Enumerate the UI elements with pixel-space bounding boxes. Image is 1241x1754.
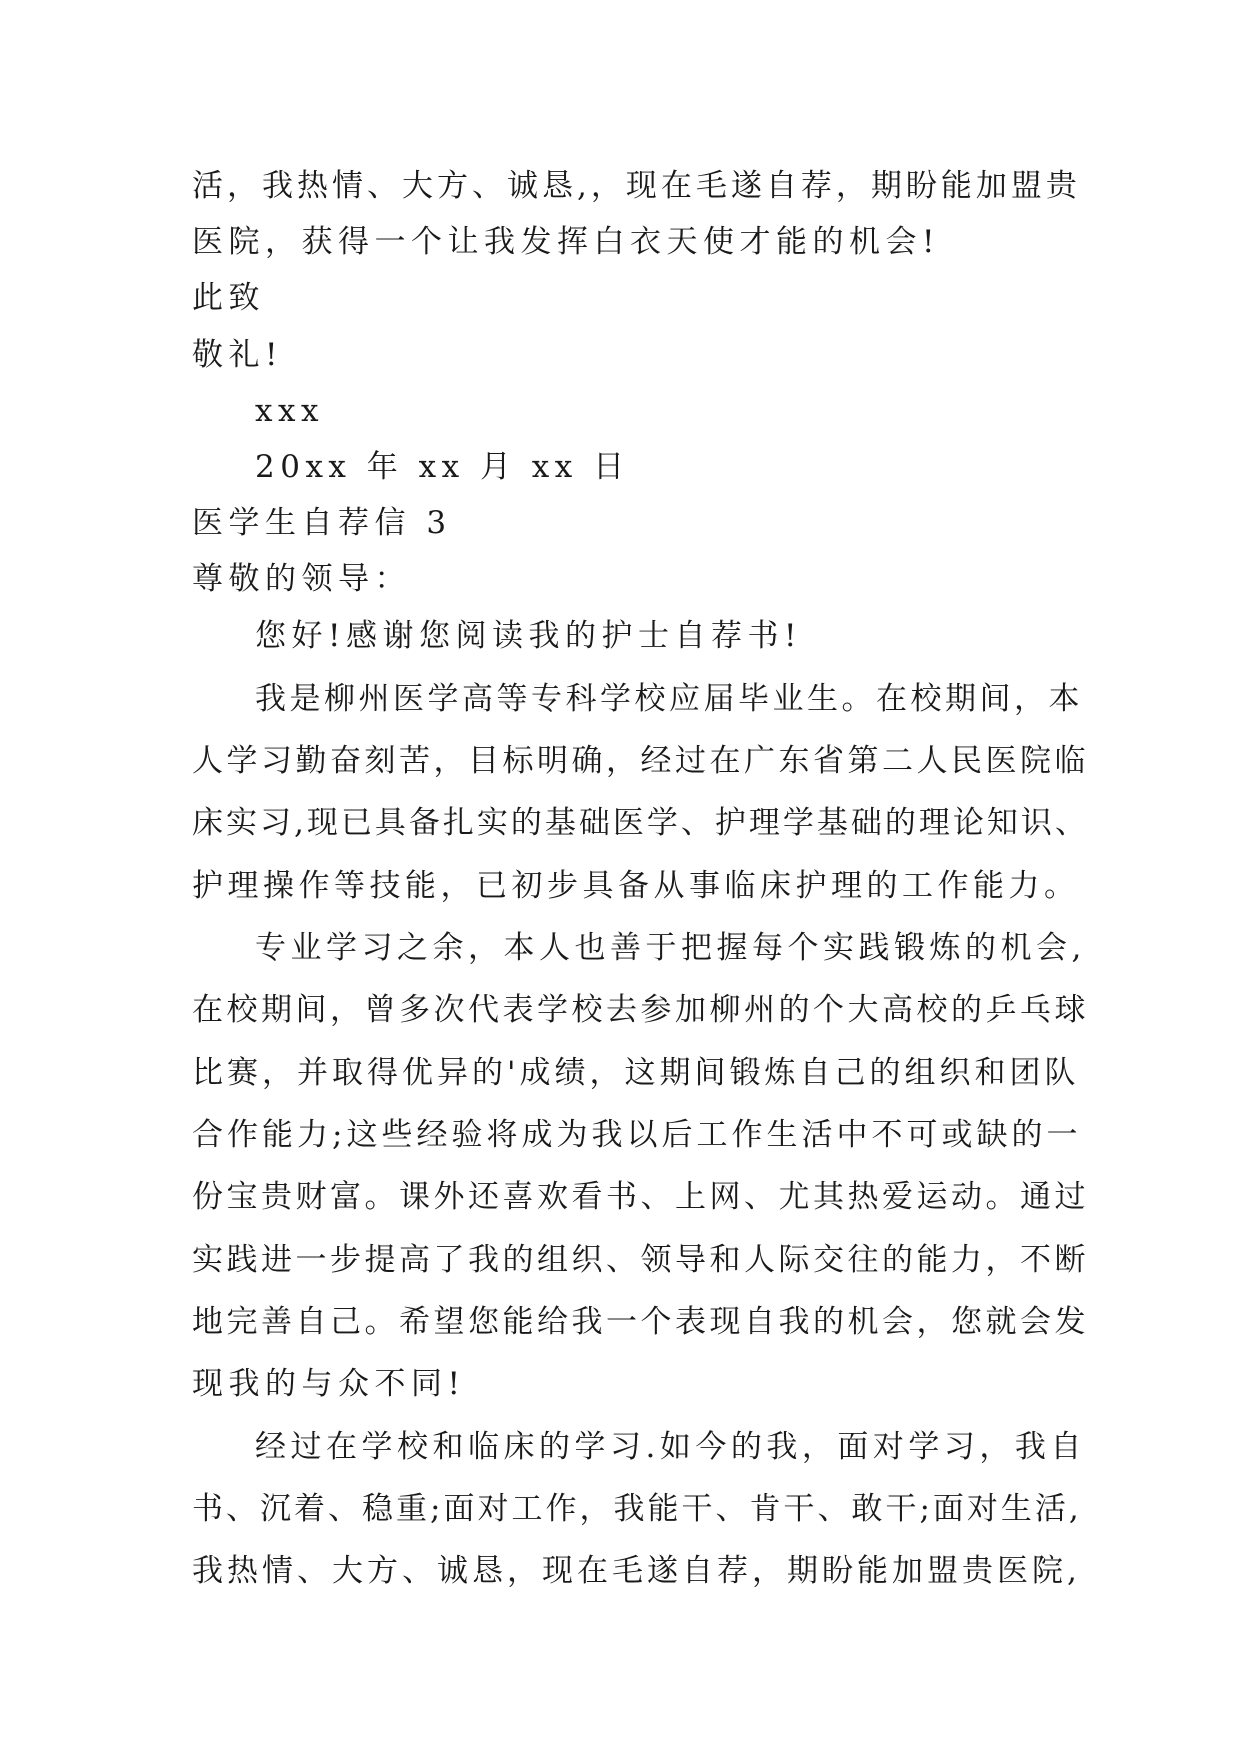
- text-line: 合作能力;这些经验将成为我以后工作生活中不可或缺的一: [192, 1117, 1082, 1153]
- text-line: 护理操作等技能，已初步具备从事临床护理的工作能力。: [192, 868, 1080, 904]
- text-line: 我是柳州医学高等专科学校应届毕业生。在校期间，本: [255, 681, 1083, 717]
- text-line: 床实习,现已具备扎实的基础医学、护理学基础的理论知识、: [192, 805, 1089, 841]
- date-line: 20xx 年 xx 月 xx 日: [255, 449, 630, 485]
- text-line: 我热情、大方、诚恳，现在毛遂自荐，期盼能加盟贵医院,: [192, 1553, 1081, 1589]
- text-line: 现我的与众不同!: [192, 1366, 466, 1402]
- closing-line: 此致: [192, 280, 265, 316]
- text-line: 医院，获得一个让我发挥白衣天使才能的机会!: [192, 224, 940, 260]
- text-line: 份宝贵财富。课外还喜欢看书、上网、尤其热爱运动。通过: [192, 1179, 1089, 1215]
- signature: xxx: [255, 393, 324, 429]
- text-line: 地完善自己。希望您能给我一个表现自我的机会，您就会发: [192, 1304, 1089, 1340]
- text-line: 人学习勤奋刻苦，目标明确，经过在广东省第二人民医院临: [192, 743, 1089, 779]
- text-line: 比赛，并取得优异的'成绩，这期间锻炼自己的组织和团队: [192, 1055, 1080, 1091]
- text-line: 书、沉着、稳重;面对工作，我能干、肯干、敢干;面对生活,: [192, 1491, 1082, 1527]
- text-line: 在校期间，曾多次代表学校去参加柳州的个大高校的乒乓球: [192, 992, 1089, 1028]
- greeting: 您好!感谢您阅读我的护士自荐书!: [255, 618, 802, 654]
- closing-salute: 敬礼!: [192, 337, 283, 373]
- salutation: 尊敬的领导：: [192, 561, 411, 597]
- text-line: 专业学习之余，本人也善于把握每个实践锻炼的机会,: [255, 930, 1086, 966]
- section-title: 医学生自荐信 3: [192, 505, 452, 541]
- text-line: 活，我热情、大方、诚恳,，现在毛遂自荐，期盼能加盟贵: [192, 168, 1081, 204]
- text-line: 实践进一步提高了我的组织、领导和人际交往的能力，不断: [192, 1242, 1089, 1278]
- text-line: 经过在学校和临床的学习.如今的我，面对学习，我自: [255, 1429, 1086, 1465]
